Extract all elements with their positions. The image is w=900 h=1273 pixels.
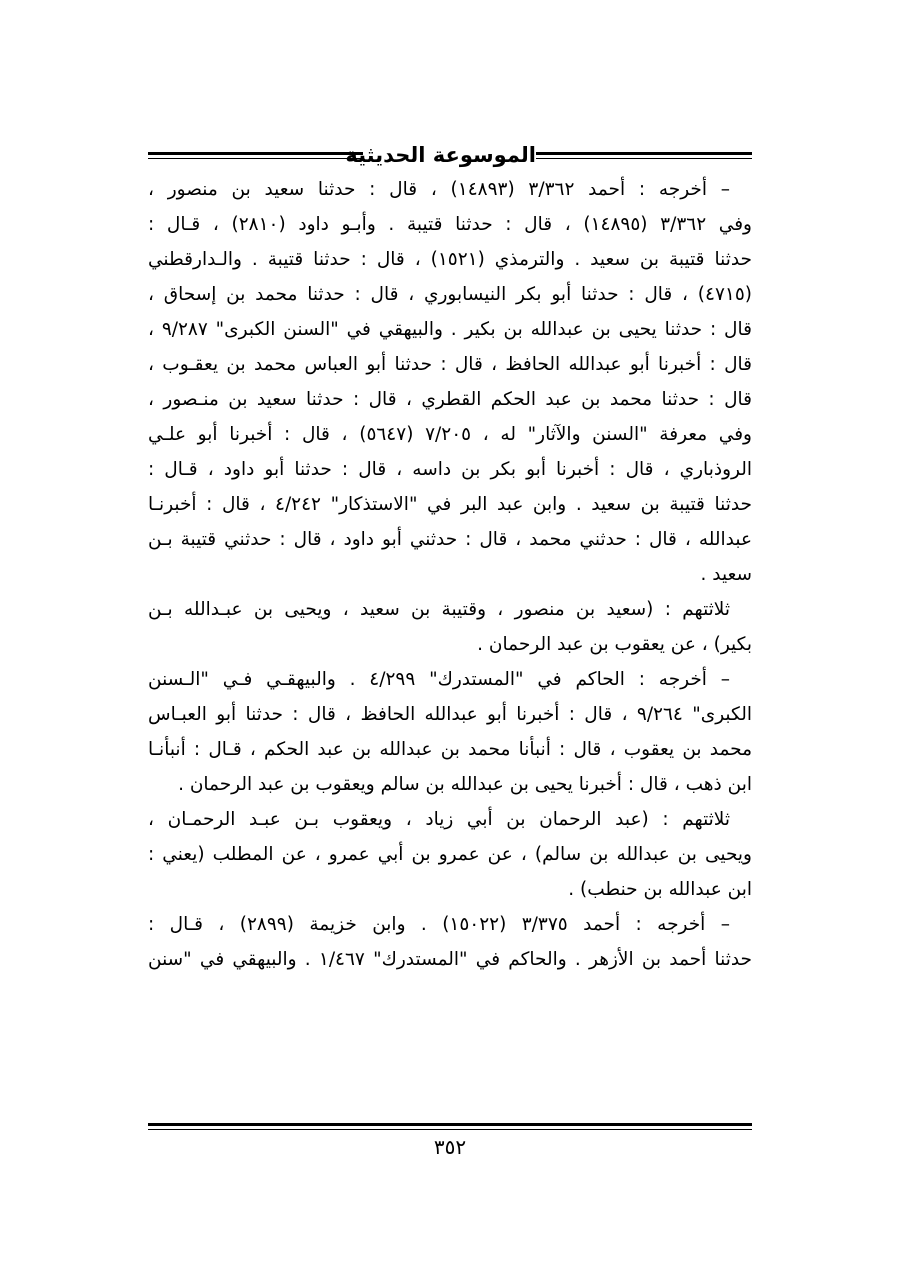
text-line: – أخرجه : أحمد ٣/٣٦٢ (١٤٨٩٣) ، قال : حدثنا سعيد بن منصور ، bbox=[148, 179, 730, 200]
header-title: الموسوعة الحديثية bbox=[345, 143, 536, 167]
text-line: ويحيى بن عبدالله بن سالم) ، عن عمرو بن أبي عمرو ، عن المطلب (يعني : bbox=[148, 844, 752, 865]
text-line: قال : أخبرنا أبو عبدالله الحافظ ، قال : حدثنا أبو العباس محمد بن يعقـوب ، bbox=[148, 354, 752, 375]
text-line: محمد بن يعقوب ، قال : أنبأنا محمد بن عبدالله بن عبد الحكم ، قـال : أنبأنـا bbox=[148, 739, 752, 760]
text-line: عبدالله ، قال : حدثني محمد ، قال : حدثني أبو داود ، قال : حدثني قتيبة بـن bbox=[148, 529, 752, 550]
text-line: ثلاثتهم : (سعيد بن منصور ، وقتيبة بن سعيد ، ويحيى بن عبـدالله بـن bbox=[148, 599, 730, 620]
text-line: الكبرى" ٩/٢٦٤ ، قال : أخبرنا أبو عبدالله الحافظ ، قال : حدثنا أبو العبـاس bbox=[148, 704, 752, 725]
footer-rule-thin bbox=[148, 1129, 752, 1130]
footer-rule bbox=[148, 1123, 752, 1126]
text-line: حدثنا قتيبة بن سعيد . والترمذي (١٥٢١) ، قال : حدثنا قتيبة . والـدارقطني bbox=[148, 249, 752, 270]
header-rule-right-thin bbox=[536, 158, 752, 159]
text-line: حدثنا أحمد بن الأزهر . والحاكم في "المستدرك" ١/٤٦٧ . والبيهقي في "سنن bbox=[148, 949, 752, 970]
text-line: قال : حدثنا يحيى بن عبدالله بن بكير . والبيهقي في "السنن الكبرى" ٩/٢٨٧ ، bbox=[148, 319, 752, 340]
text-line: سعيد . bbox=[700, 564, 752, 585]
header-rule-left bbox=[148, 152, 363, 155]
text-line: ثلاثتهم : (عبد الرحمان بن أبي زياد ، ويعقوب بـن عبـد الرحمـان ، bbox=[148, 809, 730, 830]
text-line: الروذباري ، قال : أخبرنا أبو بكر بن داسه ، قال : حدثنا أبو داود ، قـال : bbox=[148, 459, 752, 480]
text-line: قال : حدثنا محمد بن عبد الحكم القطري ، قال : حدثنا سعيد بن منـصور ، bbox=[148, 389, 752, 410]
header-rule-right bbox=[536, 152, 752, 155]
text-line: (٤٧١٥) ، قال : حدثنا أبو بكر النيسابوري ، قال : حدثنا محمد بن إسحاق ، bbox=[148, 284, 752, 305]
running-header bbox=[148, 140, 752, 170]
text-line: حدثنا قتيبة بن سعيد . وابن عبد البر في "الاستذكار" ٤/٢٤٢ ، قال : أخبرنـا bbox=[148, 494, 752, 515]
text-line: ابن عبدالله بن حنطب) . bbox=[568, 879, 752, 900]
text-line: – أخرجه : أحمد ٣/٣٧٥ (١٥٠٢٢) . وابن خزيمة (٢٨٩٩) ، قـال : bbox=[148, 914, 730, 935]
page-number: ٣٥٢ bbox=[433, 1135, 467, 1159]
text-line: وفي معرفة "السنن والآثار" له ، ٧/٢٠٥ (٥٦٤٧) ، قال : أخبرنا أبو علـي bbox=[148, 424, 752, 445]
text-line: – أخرجه : الحاكم في "المستدرك" ٤/٢٩٩ . والبيهقـي فـي "الـسنن bbox=[148, 669, 730, 690]
text-line: بكير) ، عن يعقوب بن عبد الرحمان . bbox=[477, 634, 752, 655]
text-line: وفي ٣/٣٦٢ (١٤٨٩٥) ، قال : حدثنا قتيبة . وأبـو داود (٢٨١٠) ، قـال : bbox=[148, 214, 752, 235]
text-line: ابن ذهب ، قال : أخبرنا يحيى بن عبدالله بن سالم ويعقوب بن عبد الرحمان . bbox=[178, 774, 752, 795]
body-text bbox=[148, 172, 752, 977]
header-rule-left-thin bbox=[148, 158, 363, 159]
